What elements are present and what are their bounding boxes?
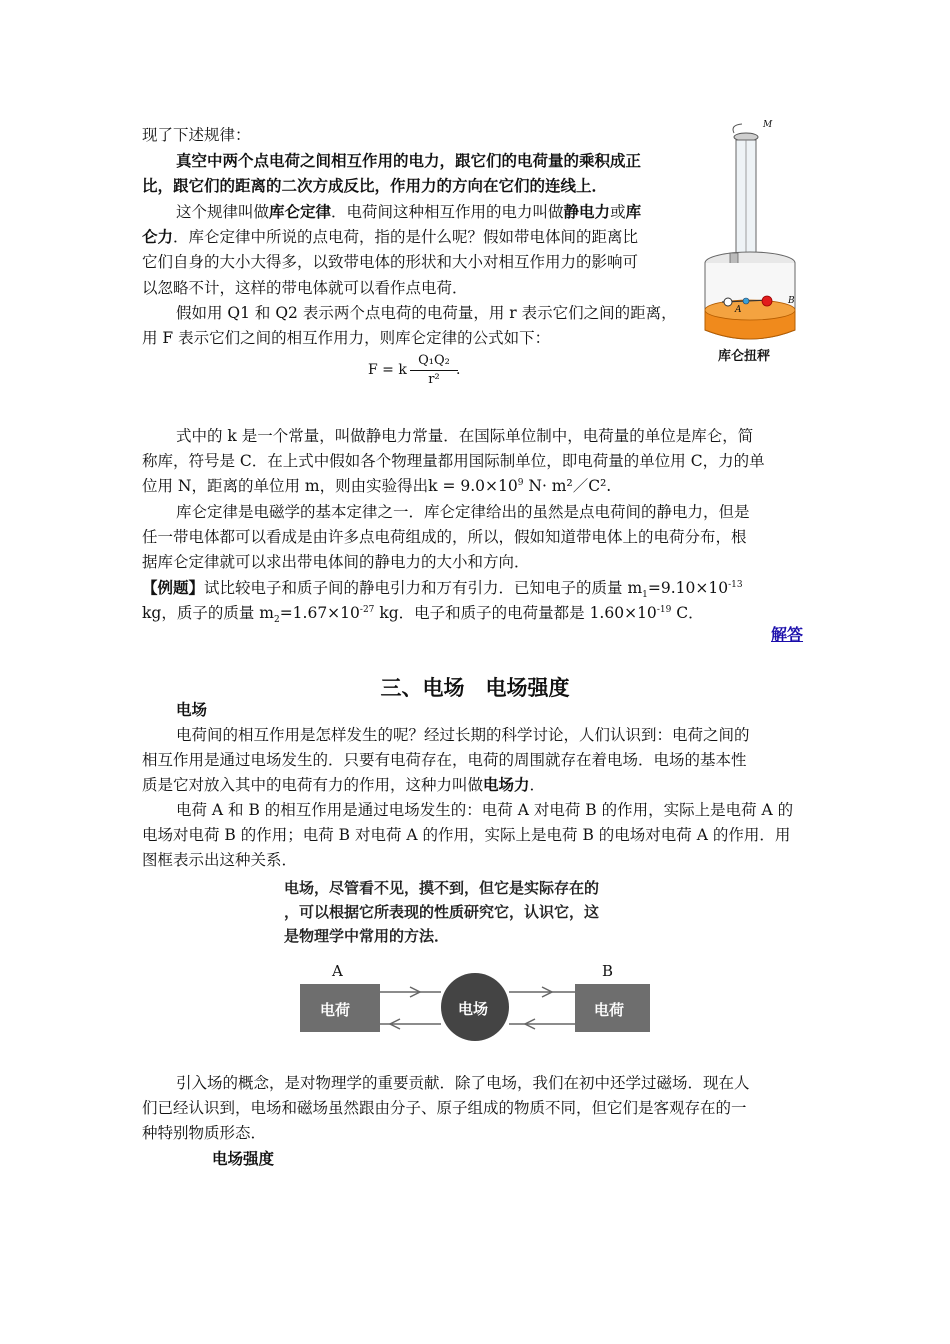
diagram-circle-label: 电场 xyxy=(458,1000,489,1018)
text-span: 质是它对放入其中的电荷有力的作用，这种力叫做 xyxy=(142,776,484,794)
exponent: -19 xyxy=(656,604,672,615)
text-line: 用 F 表示它们之间的相互作用力，则库仑定律的公式如下： xyxy=(142,329,551,347)
text-line xyxy=(142,225,638,250)
subscript: 1 xyxy=(642,590,648,601)
torsion-balance-drawing xyxy=(700,120,810,370)
diagram-box-right-label: 电荷 xyxy=(594,1001,625,1019)
field-diagram xyxy=(280,874,680,1044)
term-electrostatic-force: 静电力 xyxy=(563,203,611,221)
text-line: 们已经认识到，电场和磁场虽然跟由分子、原子组成的物质不同，但它们是客观存在的一 xyxy=(142,1099,747,1117)
diagram-label-b: B xyxy=(602,962,614,980)
text-line: 种特别物质形态． xyxy=(142,1124,267,1142)
subsection-title: 电场强度 xyxy=(212,1150,275,1168)
text-span: ． xyxy=(529,776,546,794)
term-coulomb-force: 仑力 xyxy=(142,228,174,246)
term-coulomb-force: 库 xyxy=(625,203,642,221)
term-field-force: 电场力 xyxy=(483,776,530,794)
text-line: 电场对电荷 B 的作用；电荷 B 对电荷 A 的作用，实际上是电荷 B 的电场对电荷 A 的作用．用 xyxy=(142,826,791,844)
formula-end: . xyxy=(456,362,461,378)
torsion-balance-figure xyxy=(700,120,810,370)
text-line: 以忽略不计，这样的带电体就可以看作点电荷． xyxy=(142,279,468,297)
exponent: -13 xyxy=(728,579,743,590)
subscript: 2 xyxy=(273,615,280,626)
text-span: =1.67×10 xyxy=(279,604,360,622)
text-line: 式中的 k 是一个常量，叫做静电力常量．在国际单位制中，电荷量的单位是库仑，简 xyxy=(176,427,754,445)
text-span: ．库仑定律中所说的点电荷，指的是什么呢？假如带电体间的距离比 xyxy=(173,228,639,246)
text-span: 这个规律叫做 xyxy=(176,203,270,221)
exponent: -27 xyxy=(359,604,375,615)
text-span: kg．电子和质子的电荷量都是 1.60×10 xyxy=(374,604,657,622)
section-title: 三、电场 电场强度 xyxy=(380,676,570,700)
term-coulomb-law: 库仑定律 xyxy=(269,203,332,221)
text-span: ．电荷间这种相互作用的电力叫做 xyxy=(331,203,564,221)
example-tag: 【例题】 xyxy=(142,579,205,597)
formula-lhs: F = k xyxy=(368,362,407,378)
text-line: 相互作用是通过电场发生的．只要有电荷存在，电荷的周围就存在着电场．电场的基本性 xyxy=(142,751,747,769)
formula-fraction xyxy=(410,352,461,389)
text-span: N· m²／C². xyxy=(523,477,612,495)
text-line xyxy=(142,474,611,499)
diagram-box-left-label: 电荷 xyxy=(320,1001,351,1019)
text-line xyxy=(142,773,545,798)
formula-numerator: Q₁Q₂ xyxy=(410,352,458,371)
text-line: 引入场的概念，是对物理学的重要贡献．除了电场，我们在初中还学过磁场．现在人 xyxy=(176,1074,750,1092)
text-span: 试比较电子和质子间的静电引力和万有引力．已知电子的质量 m xyxy=(204,579,643,597)
text-line: 电荷间的相互作用是怎样发生的呢？经过长期的科学讨论，人们认识到：电荷之间的 xyxy=(176,726,750,744)
text-span: 位用 N，距离的单位用 m，则由实验得出 xyxy=(142,477,429,495)
diagram-label-a: A xyxy=(332,962,343,980)
diagram-note-line: ，可以根据它所表现的性质研究它，认识它，这 xyxy=(284,903,600,921)
example-line xyxy=(142,576,743,601)
diagram-note-line: 电场，尽管看不见，摸不到，但它是实际存在的 xyxy=(284,879,600,897)
text-span: 或 xyxy=(610,203,626,221)
text-line: 现了下述规律： xyxy=(142,126,251,144)
law-statement-line: 比，跟它们的距离的二次方成反比，作用力的方向在它们的连线上． xyxy=(142,177,608,195)
answer-link[interactable]: 解答 xyxy=(771,625,804,644)
example-line xyxy=(142,601,704,626)
subsection-title: 电场 xyxy=(176,701,208,719)
text-span: kg，质子的质量 m xyxy=(142,604,274,622)
text-line: 任一带电体都可以看成是由许多点电荷组成的，所以，假如知道带电体上的电荷分布，根 xyxy=(142,528,747,546)
exponent: 9 xyxy=(517,477,524,488)
text-line: 电荷 A 和 B 的相互作用是通过电场发生的：电荷 A 对电荷 B 的作用，实际上是电荷 A 的 xyxy=(176,801,794,819)
text-span: C． xyxy=(671,604,704,622)
apparatus-caption: 库仑扭秤 xyxy=(718,349,771,364)
apparatus-label-b: B xyxy=(788,296,795,306)
text-line: 库仑定律是电磁学的基本定律之一．库仑定律给出的虽然是点电荷间的静电力，但是 xyxy=(176,503,750,521)
constant-k: k = 9.0×10 xyxy=(428,477,518,495)
text-line: 它们自身的大小大得多，以致带电体的形状和大小对相互作用力的影响可 xyxy=(142,253,639,271)
text-line: 图框表示出这种关系． xyxy=(142,851,298,869)
apparatus-label-m: M xyxy=(763,120,773,130)
text-span: =9.10×10 xyxy=(647,579,729,597)
formula-denominator: r² xyxy=(428,372,440,387)
text-line: 假如用 Q1 和 Q2 表示两个点电荷的电荷量，用 r 表示它们之间的距离， xyxy=(176,304,677,322)
text-line xyxy=(176,200,641,225)
law-statement-line: 真空中两个点电荷之间相互作用的电力，跟它们的电荷量的乘积成正 xyxy=(176,152,642,170)
diagram-note-line: 是物理学中常用的方法． xyxy=(284,927,450,945)
text-line: 据库仑定律就可以求出带电体间的静电力的大小和方向． xyxy=(142,553,530,571)
text-line: 称库，符号是 C．在上式中假如各个物理量都用国际制单位，即电荷量的单位用 C，力的单 xyxy=(142,452,765,470)
apparatus-label-a: A xyxy=(735,305,742,315)
